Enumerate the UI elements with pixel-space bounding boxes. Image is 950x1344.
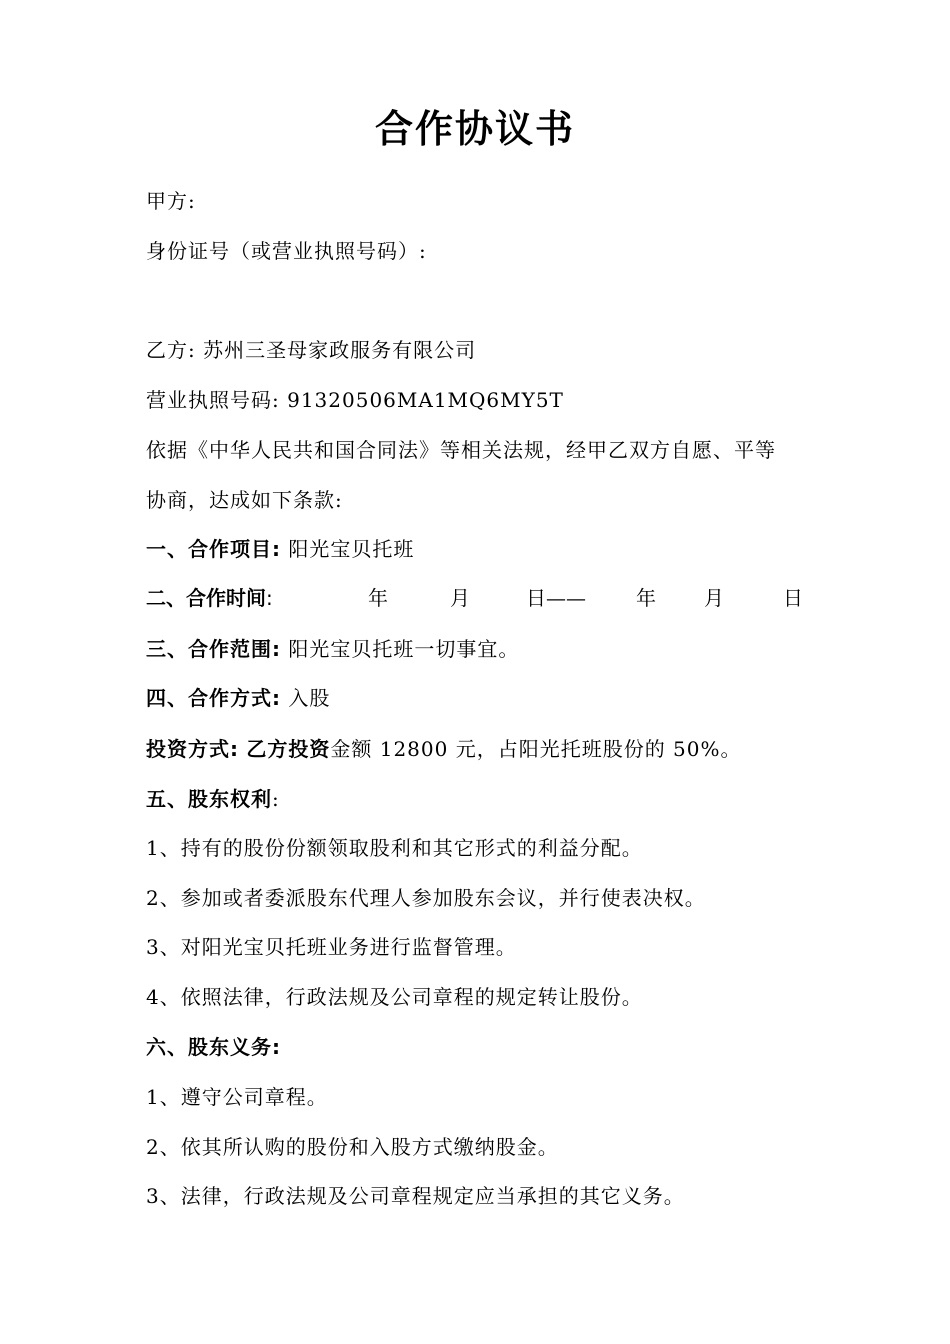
party-b-license-label: 营业执照号码: [146,388,280,412]
clause-time-year-start: 年 [368,586,388,610]
rights-heading-line [146,786,280,812]
obligations-item-1: 1、遵守公司章程。 [146,1085,328,1109]
rights-item-4: 4、依照法律，行政法规及公司章程的规定转让股份。 [146,985,643,1009]
clause-time-day-start: 日—— [526,586,586,610]
clause-time-month-start: 月 [450,586,470,610]
rights-item-1: 1、持有的股份份额领取股利和其它形式的利益分配。 [146,836,643,860]
rights-item-3: 3、对阳光宝贝托班业务进行监督管理。 [146,935,517,959]
clause-scope [146,636,519,662]
party-a-line [146,188,196,214]
preamble-line-1: 依据《中华人民共和国合同法》等相关法规，经甲乙双方自愿、平等 [146,438,776,462]
clause-investment [146,736,742,762]
party-b-line [146,337,476,363]
rights-heading-colon: : [272,787,280,811]
clause-scope-value: 阳光宝贝托班一切事宜。 [288,637,520,661]
obligations-heading: 六、股东义务: [146,1035,281,1059]
party-a-id-label: 身份证号（或营业执照号码）: [146,239,427,263]
clause-time-day-end: 日 [783,586,803,610]
clause-mode [146,685,330,711]
party-b-license-line [146,387,564,413]
clause-mode-value: 入股 [288,686,331,710]
clause-time-month-end: 月 [704,586,724,610]
obligations-heading-line [146,1034,281,1060]
clause-project-label: 一、合作项目: [146,537,281,561]
party-a-label: 甲方: [146,189,196,213]
obligations-item-3: 3、法律，行政法规及公司章程规定应当承担的其它义务。 [146,1184,685,1208]
preamble-line-2: 协商，达成如下条款: [146,488,343,512]
obligations-item-2: 2、依其所认购的股份和入股方式缴纳股金。 [146,1135,559,1159]
clause-scope-label: 三、合作范围: [146,637,281,661]
clause-project [146,536,414,562]
party-b-license-number: 91320506MA1MQ6MY5T [287,388,564,412]
rights-heading: 五、股东权利 [146,787,272,811]
clause-investment-party: 乙方投资 [246,737,331,761]
party-a-id-line [146,238,427,264]
clause-time [146,585,806,611]
party-b-name: 苏州三圣母家政服务有限公司 [203,338,477,362]
party-b-label: 乙方: [146,338,196,362]
document-title: 合作协议书 [374,107,575,151]
clause-time-label: 二、合作时间: [146,586,273,610]
clause-mode-label: 四、合作方式: [146,686,281,710]
rights-item-2: 2、参加或者委派股东代理人参加股东会议，并行使表决权。 [146,886,706,910]
clause-project-value: 阳光宝贝托班 [288,537,415,561]
clause-investment-value: 金额 12800 元，占阳光托班股份的 50%。 [330,737,742,761]
clause-investment-label: 投资方式: [146,737,239,761]
clause-time-year-end: 年 [636,586,656,610]
